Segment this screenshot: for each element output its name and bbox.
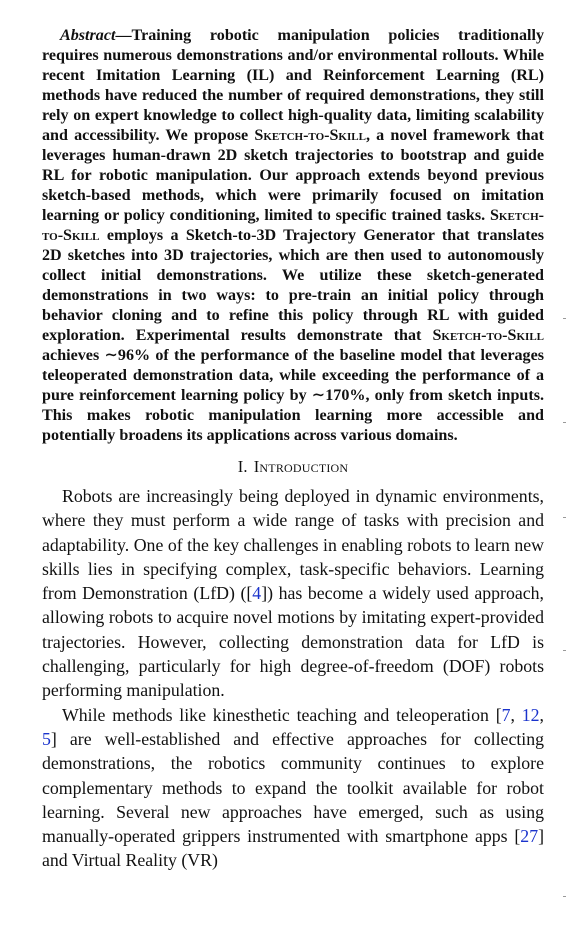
- citation-link[interactable]: 5: [42, 728, 51, 749]
- edge-tick: [563, 517, 566, 518]
- section-number: I.: [237, 457, 248, 476]
- paragraph-text: ] and Virtual Reality (VR): [42, 826, 544, 871]
- abstract-text-1: Training robotic manipulation policies traditionally requires numerous demonstrations and/or environmental rollouts. While recent Imitation Learning (IL) and Reinforcement Learning (RL) methods have reduced the number of required demonstrations, they still rely on expert knowledge to collect high-quality data, limiting scalability and accessibility. We propose: [42, 27, 544, 144]
- paragraph-text: Robots are increasingly being deployed in dynamic environments, where they must perform a wide range of tasks with precision and adaptability. One of the key challenges in enabling robots to learn new skills lies in specifying complex, task-specific behaviors. Learning from Demonstration (LfD) ([: [42, 486, 544, 604]
- method-name: Sketch-to-Skill: [42, 207, 544, 244]
- abstract-dash: —: [115, 27, 132, 44]
- intro-paragraph-2: [42, 703, 544, 873]
- edge-tick: [563, 896, 566, 897]
- citation-separator: ,: [539, 704, 544, 725]
- citation-separator: ,: [510, 704, 522, 725]
- section-title: Introduction: [253, 457, 349, 476]
- citation-link[interactable]: 12: [521, 704, 540, 725]
- citation-link[interactable]: 27: [520, 826, 539, 847]
- abstract: [42, 26, 544, 446]
- citation-link[interactable]: 4: [252, 583, 262, 604]
- page-edge-marks: [562, 0, 568, 928]
- edge-tick: [563, 650, 566, 651]
- paragraph-text: ] are well-established and effective approaches for collecting demonstrations, the robotics community continues to explore complementary methods to expand the toolkit available for robot learning. Several new approaches have emerged, such as using manually-operated grippers instrumented with smartphone apps [: [42, 728, 544, 847]
- paragraph-text: ]) has become a widely used approach, allowing robots to acquire novel motions by imitating expert-provided trajectories. However, collecting demonstration data for LfD is challenging, particularly for high degree-of-freedom (DOF) robots performing manipulation.: [42, 583, 544, 701]
- section-heading: [42, 457, 544, 477]
- abstract-text-3: employs a Sketch-to-3D Trajectory Generator that translates 2D sketches into 3D trajectories, which are then used to autonomously collect initial demonstrations. We utilize these sketch-generated demonstrations in two ways: to pre-train an initial policy through behavior cloning and to refine this policy through RL with guided exploration. Experimental results demonstrate that: [42, 227, 544, 344]
- paragraph-text: While methods like kinesthetic teaching and teleoperation [: [62, 704, 502, 725]
- abstract-label: Abstract: [60, 27, 116, 44]
- citation-link[interactable]: 7: [501, 704, 511, 725]
- edge-tick: [563, 318, 566, 319]
- method-name: Sketch-to-Skill: [254, 127, 366, 144]
- method-name: Sketch-to-Skill: [432, 327, 544, 344]
- abstract-text-2: , a novel framework that leverages human-drawn 2D sketch trajectories to bootstrap and guide RL for robotic manipulation. Our approach extends beyond previous sketch-based methods, which were primarily focused on imitation learning or policy conditioning, limited to specific trained tasks.: [42, 127, 545, 224]
- edge-tick: [563, 422, 566, 423]
- abstract-text-4: achieves ∼96% of the performance of the baseline model that leverages teleoperated demonstration data, while exceeding the performance of a pure reinforcement learning policy by ∼170%, only from sketch inputs. This makes robotic manipulation learning more accessible and potentially broadens its applications across various domains.: [42, 347, 544, 444]
- intro-paragraph-1: [42, 484, 544, 703]
- paper-page: [42, 26, 544, 873]
